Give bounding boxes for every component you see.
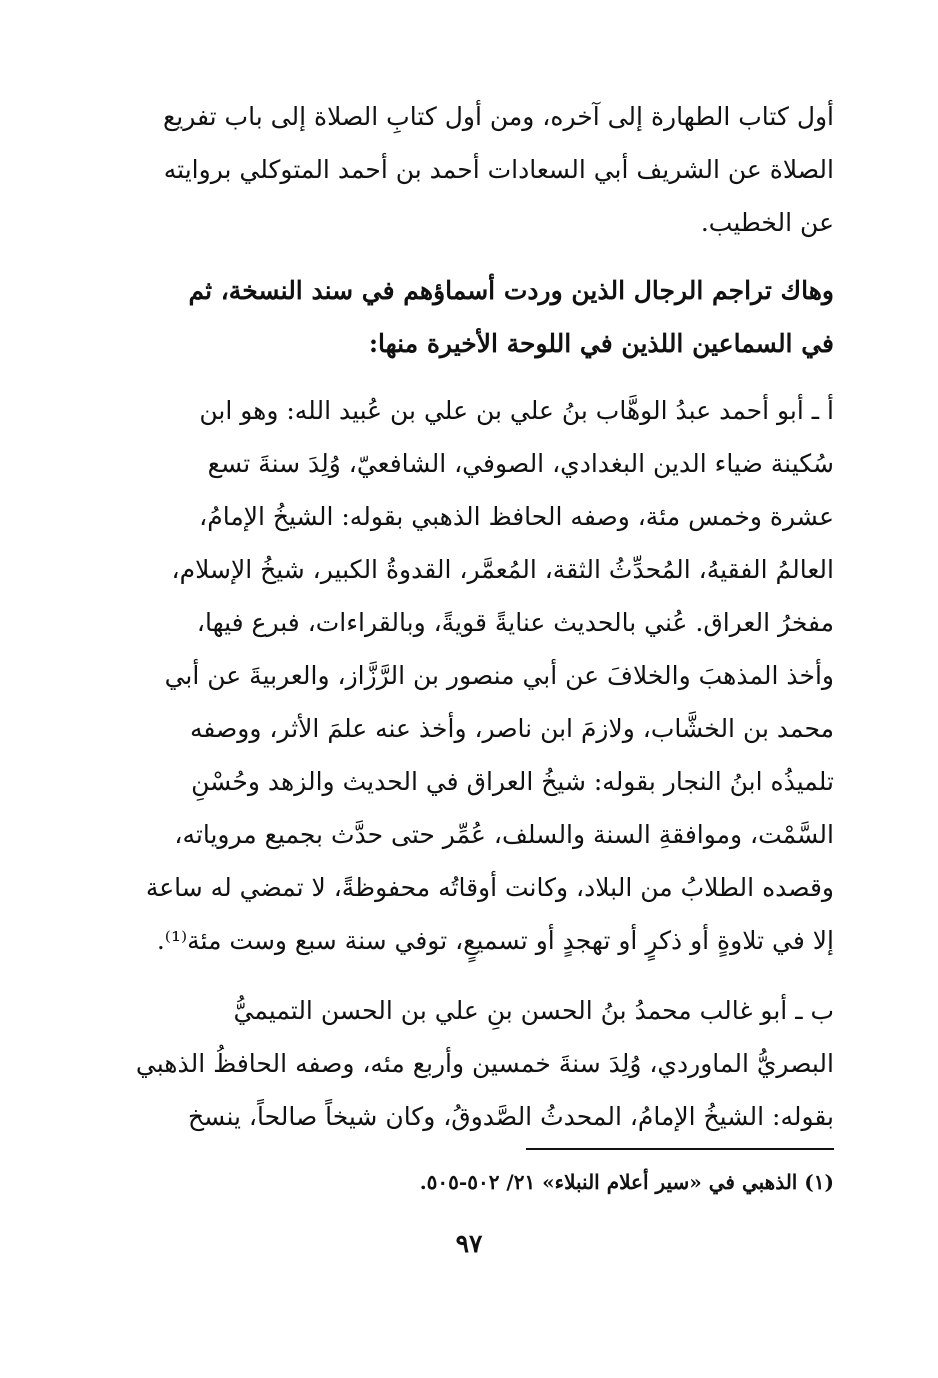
footnote: (١) الذهبي في «سير أعلام النبلاء» ٢١/ ٥٠٢-٥٠٥. [419,1170,834,1194]
text-line: في السماعين اللذين في اللوحة الأخيرة منها: [368,329,834,358]
paragraph-intro-bold [116,264,834,370]
text-line: بقوله: الشيخُ الإمامُ، المحدثُ الصَّدوقُ، وكان شيخاً صالحاً، ينسخ [188,1102,834,1131]
text-line: أ ـ أبو أحمد عبدُ الوهَّاب بنُ علي بن علي بن عُبيد الله: وهو ابن [199,396,834,425]
text-line: مفخرُ العراق. عُني بالحديث عنايةً قويةً، وبالقراءات، فبرع فيها، [196,608,834,637]
text-line: ب ـ أبو غالب محمدُ بنُ الحسن بنِ علي بن الحسن التميميُّ [233,996,834,1025]
text-line: العالمُ الفقيهُ، المُحدِّثُ الثقة، المُعمَّر، القدوةُ الكبير، شيخُ الإسلام، [171,555,834,584]
paragraph-biography-a [116,384,834,967]
paragraph-biography-b [116,984,834,1143]
text-line: تلميذُه ابنُ النجار بقوله: شيخُ العراق في الحديث والزهد وحُسْنِ [191,767,834,796]
footnote-divider [526,1148,834,1150]
text-line: وقصده الطلابُ من البلاد، وكانت أوقاتُه محفوظةً، لا تمضي له ساعة [145,873,834,902]
text-line: الصلاة عن الشريف أبي السعادات أحمد بن أحمد المتوكلي بروايته [163,155,834,184]
paragraph-continuation [116,90,834,249]
text-line: عن الخطيب. [700,208,834,237]
text-line: عشرة وخمس مئة، وصفه الحافظ الذهبي بقوله: الشيخُ الإمامُ، [199,502,834,531]
text-line: محمد بن الخشَّاب، ولازمَ ابن ناصر، وأخذ عنه علمَ الأثر، ووصفه [189,714,834,743]
text-line: البصريُّ الماوردي، وُلِدَ سنةَ خمسين وأربع مئه، وصفه الحافظُ الذهبي [135,1049,834,1078]
text-line: إلا في تلاوةٍ أو ذكرٍ أو تهجدٍ أو تسميعٍ، توفي سنة سبع وست مئة⁽¹⁾. [156,926,834,955]
text-line: السَّمْت، وموافقةِ السنة والسلف، عُمِّر حتى حدَّث بجميع مروياته، [174,820,834,849]
text-line: سُكينة ضياء الدين البغدادي، الصوفي، الشافعيّ، وُلِدَ سنةَ تسع [207,449,834,478]
page-number: ٩٧ [455,1229,483,1258]
text-line: وأخذ المذهبَ والخلافَ عن أبي منصور بن الرَّزَّاز، والعربيةَ عن أبي [164,661,834,690]
text-line: أول كتاب الطهارة إلى آخره، ومن أول كتابِ الصلاة إلى باب تفريع [162,102,834,131]
text-line: وهاك تراجم الرجال الذين وردت أسماؤهم في سند النسخة، ثم [188,276,834,305]
